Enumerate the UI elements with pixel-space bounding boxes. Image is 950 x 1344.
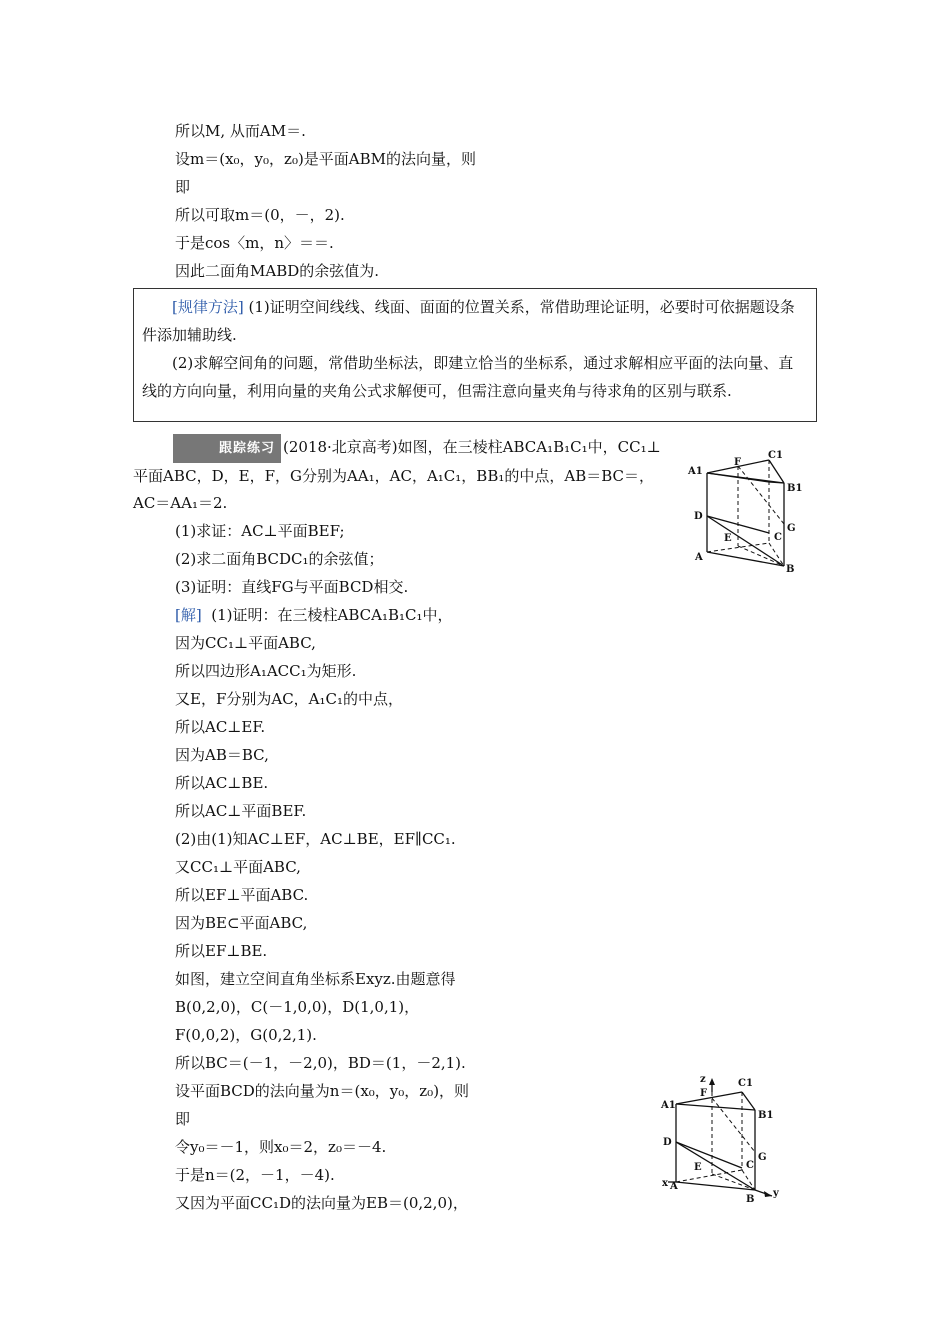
text-line: 设m＝(x₀，y₀，z₀)是平面ABM的法向量，则 (175, 150, 477, 168)
solution-line: 令y₀＝－1，则x₀＝2，z₀＝－4. (175, 1138, 387, 1156)
solution-line: 所以四边形A₁ACC₁为矩形. (175, 662, 357, 680)
solution-line: 如图，建立空间直角坐标系Exyz.由题意得 (175, 970, 456, 988)
vertex-label: A (670, 1181, 678, 1192)
vertex-label: D (663, 1137, 672, 1148)
vertex-label: G (758, 1152, 767, 1163)
solution-line: (1)证明：在三棱柱ABCA₁B₁C₁中， (211, 606, 453, 624)
method-paragraph-1 (142, 293, 808, 349)
method-box (133, 288, 817, 422)
prism-axes-figure (660, 1072, 790, 1206)
text-line: 即 (175, 178, 191, 196)
solution-line: B(0,2,0)，C(－1,0,0)，D(1,0,1)， (175, 998, 420, 1016)
axis-label: z (700, 1074, 706, 1085)
axis-label: x (662, 1178, 668, 1189)
axis-label: y (773, 1188, 779, 1199)
method-text-2: (2)求解空间角的问题，常借助坐标法，即建立恰当的坐标系，通过求解相应平面的法向量、直线的方向向量，利用向量的夹角公式求解便可，但需注意向量夹角与待求角的区别与联系. (142, 354, 794, 400)
solution-line: 又CC₁⊥平面ABC, (175, 858, 301, 876)
vertex-label: B (746, 1194, 755, 1205)
solution-line: 又因为平面CC₁D的法向量为EB＝(0,2,0)， (175, 1194, 468, 1212)
text-line: 于是cos〈m，n〉＝＝. (175, 234, 334, 252)
solution-line: 因为AB＝BC, (175, 746, 269, 764)
solution-line: 所以EF⊥平面ABC. (175, 886, 309, 904)
vertex-label: C (746, 1160, 754, 1171)
text-line: 所以可取m＝(0，－，2). (175, 206, 345, 224)
solution-line: 设平面BCD的法向量为n＝(x₀，y₀，z₀)，则 (175, 1082, 470, 1100)
vertex-label: D (694, 511, 703, 522)
solution-tag: [解] (175, 606, 202, 624)
solution-line: 所以AC⊥平面BEF. (175, 802, 307, 820)
text-line: 所以M, 从而AM＝. (175, 122, 306, 140)
text-line: 因此二面角MABD的余弦值为. (175, 262, 380, 280)
solution-line: 又E，F分别为AC，A₁C₁的中点， (175, 690, 404, 708)
question-2: (2)求二面角BCDC₁的余弦值； (175, 550, 384, 568)
vertex-label: B (786, 564, 795, 575)
vertex-label: F (700, 1088, 708, 1099)
vertex-label: E (694, 1162, 702, 1173)
practice-tag: 跟踪练习 (173, 434, 281, 463)
vertex-label: C (774, 532, 782, 543)
question-1: (1)求证：AC⊥平面BEF; (175, 522, 345, 540)
vertex-label: C1 (768, 450, 783, 461)
question-3: (3)证明：直线FG与平面BCD相交. (175, 578, 409, 596)
practice-problem (133, 434, 673, 517)
solution-line: 所以BC＝(－1，－2,0)，BD＝(1，－2,1). (175, 1054, 466, 1072)
vertex-label: C1 (738, 1078, 753, 1089)
vertex-label: G (787, 523, 796, 534)
solution-line: 所以AC⊥BE. (175, 774, 269, 792)
prism-figure (686, 448, 806, 576)
solution-line: 所以EF⊥BE. (175, 942, 268, 960)
vertex-label: A (695, 552, 703, 563)
solution-line: 即 (175, 1110, 191, 1128)
solution-first-line (175, 605, 453, 625)
vertex-label: F (734, 457, 742, 468)
vertex-label: B1 (787, 483, 803, 494)
method-text-1: (1)证明空间线线、线面、面面的位置关系，常借助理论证明，必要时可依据题设条件添加辅助线. (142, 298, 795, 344)
vertex-label: A1 (661, 1100, 676, 1111)
method-tag: [规律方法] (172, 298, 244, 316)
solution-line: 因为CC₁⊥平面ABC, (175, 634, 316, 652)
vertex-label: A1 (688, 466, 703, 477)
solution-line: F(0,0,2)，G(0,2,1). (175, 1026, 317, 1044)
solution-line: 所以AC⊥EF. (175, 718, 266, 736)
solution-line: (2)由(1)知AC⊥EF，AC⊥BE，EF∥CC₁. (175, 830, 456, 848)
y-axis-arrow-icon (764, 1191, 772, 1197)
practice-problem-text: (2018·北京高考)如图，在三棱柱ABCA₁B₁C₁中，CC₁⊥平面ABC，D，E，F，G分别为AA₁，AC，A₁C₁，BB₁的中点，AB＝BC＝，AC＝AA₁＝2. (133, 438, 661, 512)
vertex-label: E (724, 533, 732, 544)
solution-line: 因为BE⊂平面ABC, (175, 914, 308, 932)
solution-line: 于是n＝(2，－1，－4). (175, 1166, 335, 1184)
z-axis-arrow-icon (709, 1078, 715, 1085)
vertex-label: B1 (758, 1110, 774, 1121)
